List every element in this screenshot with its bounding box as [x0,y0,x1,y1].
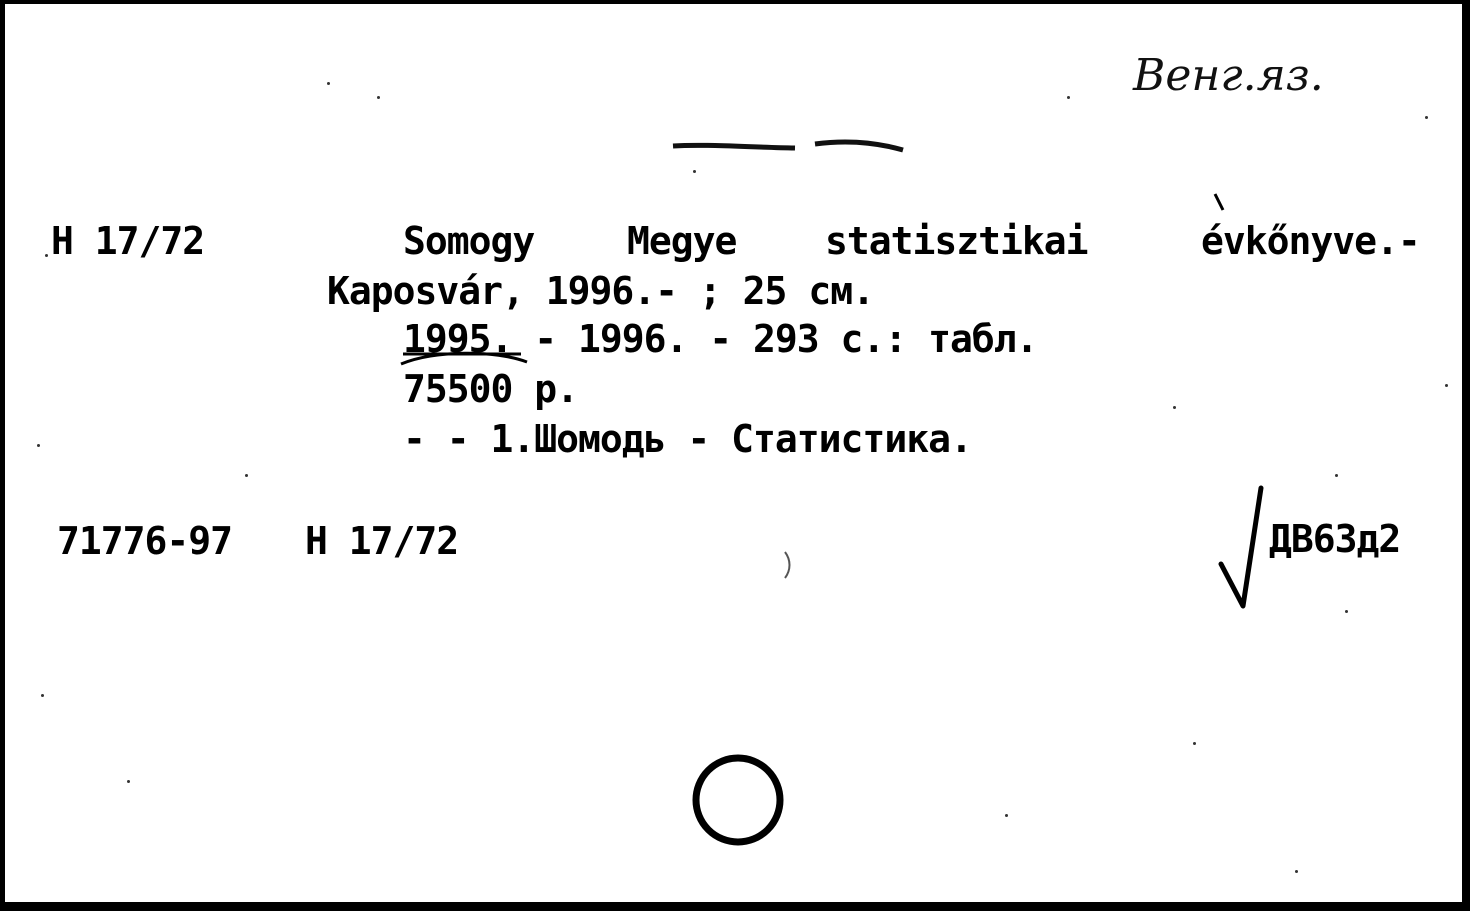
subject-line: - - 1.Шомодь - Статистика. [403,417,972,461]
scan-speck [41,694,44,697]
scan-speck [1173,406,1176,409]
scan-speck [1445,384,1448,387]
language-note: Венг.яз. [1133,50,1324,101]
accent-mark [1215,194,1223,210]
title-word-1: Somogy [403,219,535,263]
scan-speck [45,254,48,257]
pencil-dash-right [815,142,903,150]
scan-speck [693,170,696,173]
title-word-2: Megye [627,219,737,263]
scan-speck [1005,814,1008,817]
scan-speck [127,780,130,783]
scan-speck [327,82,330,85]
shelfmark: Н 17/72 [51,219,205,263]
accession-shelfmark: Н 17/72 [305,519,459,563]
scan-speck [1425,116,1428,119]
faint-mark [785,552,790,578]
classification-code: ДВ63д2 [1269,517,1401,561]
scan-speck [1295,870,1298,873]
handwritten-marks [5,4,1470,915]
title-word-3: statisztikai [825,219,1088,263]
scan-speck [377,96,380,99]
issue-line: 1995. - 1996. - 293 с.: табл. [403,317,1038,361]
scan-speck [1345,610,1348,613]
scan-speck [1193,742,1196,745]
imprint-line: Kaposvár, 1996.- ; 25 см. [327,269,874,313]
scan-speck [1067,96,1070,99]
pencil-dash-left [673,145,795,148]
punch-hole [696,758,780,842]
check-mark-icon [1221,488,1261,606]
scan-speck [245,474,248,477]
scan-speck [37,444,40,447]
scan-speck [1335,474,1338,477]
accession-number: 71776-97 [57,519,233,563]
price-line: 75500 р. [403,367,579,411]
title-word-4: évkőnyve.- [1201,219,1420,263]
